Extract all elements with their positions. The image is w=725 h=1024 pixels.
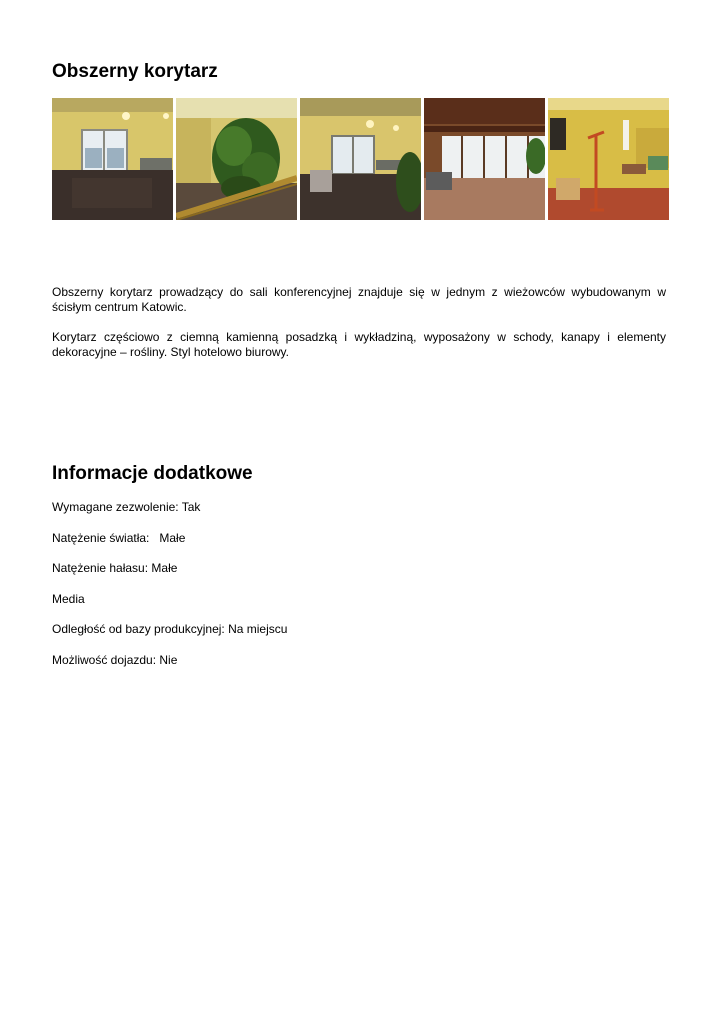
gallery-photo-5[interactable] [548,98,669,220]
page-title: Obszerny korytarz [52,61,218,82]
description-paragraph-2: Korytarz częściowo z ciemną kamienną posadzką i wykładziną, wyposażony w schody, kanapy i elementy dekoracyjne – rośliny. Styl hotelowo biurowy. [52,330,666,359]
media-info: Media [52,592,85,606]
corridor-hall-image [300,98,421,220]
gallery-photo-3[interactable] [300,98,421,220]
noise-info: Natężenie hałasu: Małe [52,561,178,575]
access-info: Możliwość dojazdu: Nie [52,653,178,667]
corridor-entrance-image [52,98,173,220]
corridor-windows-image [424,98,545,220]
corridor-plant-stairs-image [176,98,297,220]
description-paragraph-1: Obszerny korytarz prowadzący do sali konferencyjnej znajduje się w jednym z wieżowców wybudowanym w ścisłym centrum Katowic. [52,285,666,314]
permit-info: Wymagane zezwolenie: Tak [52,500,201,514]
corridor-coat-rack-image [548,98,669,220]
photo-gallery [52,98,670,220]
distance-info: Odległość od bazy produkcyjnej: Na miejscu [52,622,288,636]
gallery-photo-1[interactable] [52,98,173,220]
gallery-photo-2[interactable] [176,98,297,220]
light-info: Natężenie światła: Małe [52,531,186,545]
gallery-photo-4[interactable] [424,98,545,220]
additional-info-heading: Informacje dodatkowe [52,463,253,484]
